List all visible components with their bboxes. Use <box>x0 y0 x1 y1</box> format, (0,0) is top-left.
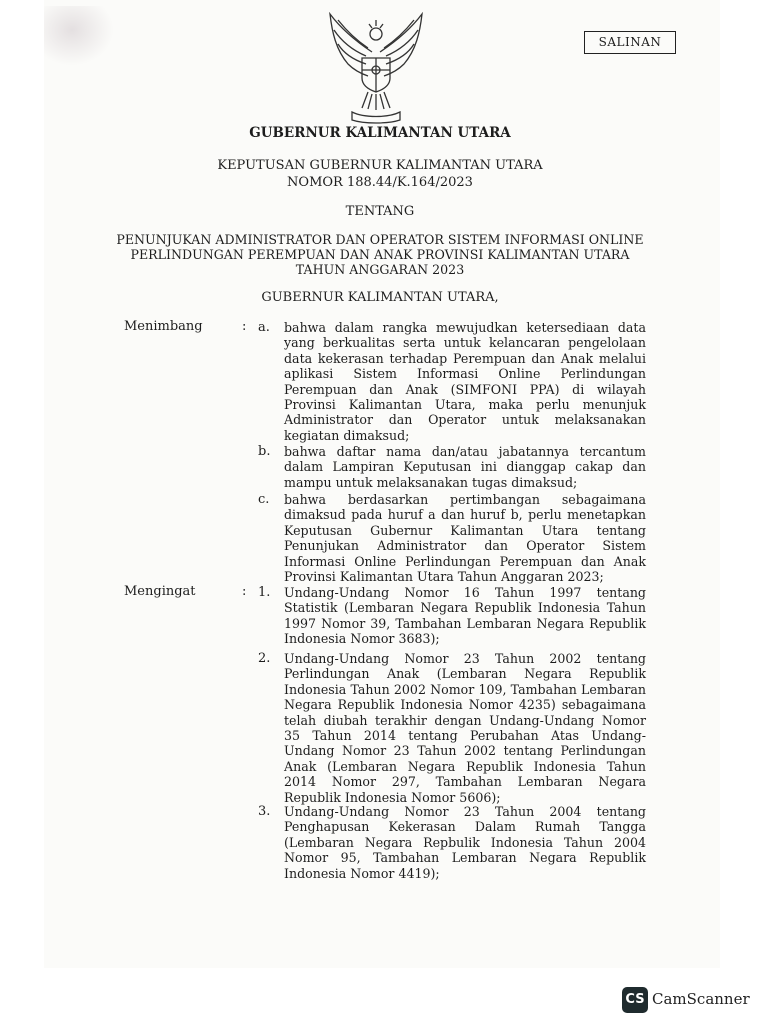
decree-subject <box>100 232 660 277</box>
menimbang-mark-c: c. <box>258 492 270 507</box>
preamble: GUBERNUR KALIMANTAN UTARA, <box>261 290 499 305</box>
decree-title: KEPUTUSAN GUBERNUR KALIMANTAN UTARA <box>217 158 543 173</box>
mengingat-item-1: Undang-Undang Nomor 16 Tahun 1997 tentang Statistik (Lembaran Negara Republik Indonesia Tahun 1997 Nomor 39, Tambahan Lembaran Negara Republik Indonesia Nomor 3683); <box>284 585 646 647</box>
subject-line-1: PENUNJUKAN ADMINISTRATOR DAN OPERATOR SISTEM INFORMASI ONLINE <box>116 232 644 247</box>
menimbang-label: Menimbang <box>124 319 203 334</box>
mengingat-item-2: Undang-Undang Nomor 23 Tahun 2002 tentang Perlindungan Anak (Lembaran Negara Republik Indonesia Tahun 2002 Nomor 109, Tambahan Lembaran Negara Republik Indonesia Nomor 4235) sebagaimana telah diubah terakhir dengan Undang-Undang Nomor 35 Tahun 2014 tentang Perubahan Atas Undang-Undang Nomor 23 Tahun 2002 tentang Perlindungan Anak (Lembaran Negara Republik Indonesia Tahun 2014 Nomor 297, Tambahan Lembaran Negara Republik Indonesia Nomor 5606); <box>284 651 646 805</box>
menimbang-mark-a: a. <box>258 320 270 335</box>
scan-smudge <box>44 6 114 66</box>
garuda-emblem-icon <box>322 12 430 124</box>
mengingat-colon: : <box>242 584 247 599</box>
menimbang-item-c: bahwa berdasarkan pertimbangan sebagaimana dimaksud pada huruf a dan huruf b, perlu menetapkan Keputusan Gubernur Kalimantan Utara tentang Penunjukan Administrator dan Operator Sistem Informasi Online Perlindungan Perempuan dan Anak Provinsi Kalimantan Utara Tahun Anggaran 2023; <box>284 492 646 585</box>
menimbang-mark-b: b. <box>258 444 271 459</box>
mengingat-mark-1: 1. <box>258 585 271 600</box>
camscanner-logo-icon: CS <box>622 987 648 1013</box>
subject-line-2: PERLINDUNGAN PEREMPUAN DAN ANAK PROVINSI KALIMANTAN UTARA <box>130 247 630 262</box>
subject-line-3: TAHUN ANGGARAN 2023 <box>295 262 465 277</box>
salinan-badge: SALINAN <box>584 31 676 54</box>
mengingat-label: Mengingat <box>124 584 196 599</box>
decree-number: NOMOR 188.44/K.164/2023 <box>287 175 473 190</box>
menimbang-colon: : <box>242 319 247 334</box>
menimbang-item-a: bahwa dalam rangka mewujudkan ketersediaan data yang berkualitas serta untuk kelancaran pengelolaan data kekerasan terhadap Perempuan dan Anak melalui aplikasi Sistem Informasi Online Perlindungan Perempuan dan Anak (SIMFONI PPA) di wilayah Provinsi Kalimantan Utara, maka perlu menunjuk Administrator dan Operator untuk melaksanakan kegiatan dimaksud; <box>284 320 646 443</box>
menimbang-item-b: bahwa daftar nama dan/atau jabatannya tercantum dalam Lampiran Keputusan ini dianggap cakap dan mampu untuk melaksanakan tugas dimaksud; <box>284 444 646 490</box>
mengingat-mark-2: 2. <box>258 651 271 666</box>
issuer-heading: GUBERNUR KALIMANTAN UTARA <box>249 125 511 141</box>
about-heading: TENTANG <box>345 204 415 219</box>
mengingat-mark-3: 3. <box>258 804 271 819</box>
mengingat-item-3: Undang-Undang Nomor 23 Tahun 2004 tentang Penghapusan Kekerasan Dalam Rumah Tangga (Lembaran Negara Repbulik Indonesia Tahun 2004 Nomor 95, Tambahan Lembaran Negara Republik Indonesia Nomor 4419); <box>284 804 646 881</box>
camscanner-label: CamScanner <box>652 990 750 1008</box>
decree-heading <box>100 157 660 191</box>
